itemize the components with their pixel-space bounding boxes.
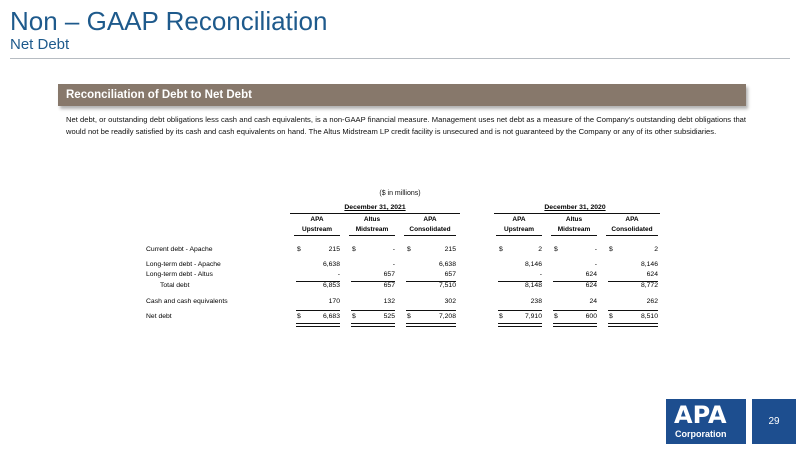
table-cell: 6,638 [322,261,340,268]
table-cell: 600 [585,313,597,320]
subtotal-rule [608,310,658,311]
table-cell: 7,510 [438,282,456,289]
column-header-line2: Upstream [496,225,542,236]
table-cell: 6,638 [438,261,456,268]
table-cell: 8,146 [524,261,542,268]
currency-symbol: $ [609,313,613,320]
column-header-line1: APA [423,216,437,223]
subtotal-rule [498,310,542,311]
table-cell: 624 [585,271,597,278]
table-cell: 24 [589,298,597,305]
table-cell: 215 [444,246,456,253]
table-cell: 6,683 [322,313,340,320]
table-cell: 6,853 [322,282,340,289]
subtotal-rule [553,310,597,311]
row-label: Cash and cash equivalents [146,298,228,305]
table-cell: 657 [383,271,395,278]
currency-symbol: $ [554,313,558,320]
currency-symbol: $ [297,313,301,320]
column-header-line2: Consolidated [606,225,658,236]
column-header [606,215,658,236]
currency-symbol: $ [609,246,613,253]
period-header-2021: December 31, 2021 [344,204,406,211]
page-subtitle: Net Debt [10,36,70,53]
column-header-line2: Midstream [349,225,395,236]
column-header [404,215,456,236]
table-units-label: ($ in millions) [379,190,421,197]
column-header-line1: APA [625,216,639,223]
apa-corporation-logo [666,399,746,444]
row-label: Long-term debt - Altus [146,271,213,278]
table-cell: 132 [383,298,395,305]
period-header-rule-2020 [494,213,660,214]
section-description: Net debt, or outstanding debt obligations less cash and cash equivalents, is a non-GAAP financial measure. Management uses net debt as a measure of the Company's outstanding debt obligations that would not be readily satisfied by its cash and cash equivalents on hand. The Altus Midstream LP credit facility is unsecured and is not guaranteed by the Company or any of its other subsidiaries. [66,115,746,136]
column-header [496,215,542,236]
table-cell: - [594,261,597,268]
subtotal-rule [296,310,340,311]
subtotal-rule [351,310,395,311]
column-header-line2: Midstream [551,225,597,236]
currency-symbol: $ [352,246,356,253]
table-cell: 2 [654,246,658,253]
currency-symbol: $ [297,246,301,253]
currency-symbol: $ [407,313,411,320]
column-header-line1: APA [310,216,324,223]
table-cell: 657 [383,282,395,289]
table-cell: - [594,246,597,253]
column-header-line1: APA [512,216,526,223]
table-cell: 8,510 [640,313,658,320]
column-header [551,215,597,236]
total-double-rule [351,323,395,327]
table-cell: 302 [444,298,456,305]
table-cell: - [392,261,395,268]
table-cell: 215 [328,246,340,253]
column-header-line1: Altus [363,216,381,223]
currency-symbol: $ [554,246,558,253]
table-cell: 262 [646,298,658,305]
subtotal-rule [406,310,456,311]
column-header-line1: Altus [565,216,583,223]
table-cell: 8,772 [640,282,658,289]
title-divider [10,58,790,59]
currency-symbol: $ [499,313,503,320]
section-banner: Reconciliation of Debt to Net Debt [58,84,746,106]
table-cell: 2 [538,246,542,253]
table-cell: 624 [646,271,658,278]
row-label: Current debt - Apache [146,246,213,253]
table-cell: 525 [383,313,395,320]
period-header-rule-2021 [290,213,460,214]
table-cell: 238 [530,298,542,305]
table-cell: 7,910 [524,313,542,320]
table-cell: 657 [444,271,456,278]
total-double-rule [553,323,597,327]
currency-symbol: $ [499,246,503,253]
table-cell: - [392,246,395,253]
currency-symbol: $ [352,313,356,320]
table-cell: 170 [328,298,340,305]
logo-subtitle: Corporation [675,429,727,439]
table-cell: 7,208 [438,313,456,320]
table-cell: 8,148 [524,282,542,289]
table-cell: - [337,271,340,278]
table-cell: 8,146 [640,261,658,268]
page-number: 29 [752,399,796,444]
table-cell: 624 [585,282,597,289]
row-label: Total debt [160,282,190,289]
row-label: Long-term debt - Apache [146,261,221,268]
currency-symbol: $ [407,246,411,253]
logo-wordmark: APA [674,401,727,429]
column-header-line2: Consolidated [404,225,456,236]
total-double-rule [498,323,542,327]
total-double-rule [406,323,456,327]
column-header [349,215,395,236]
page-title: Non – GAAP Reconciliation [10,6,328,36]
period-header-2020: December 31, 2020 [544,204,606,211]
row-label: Net debt [146,313,172,320]
column-header [294,215,340,236]
column-header-line2: Upstream [294,225,340,236]
total-double-rule [608,323,658,327]
table-cell: - [539,271,542,278]
total-double-rule [296,323,340,327]
